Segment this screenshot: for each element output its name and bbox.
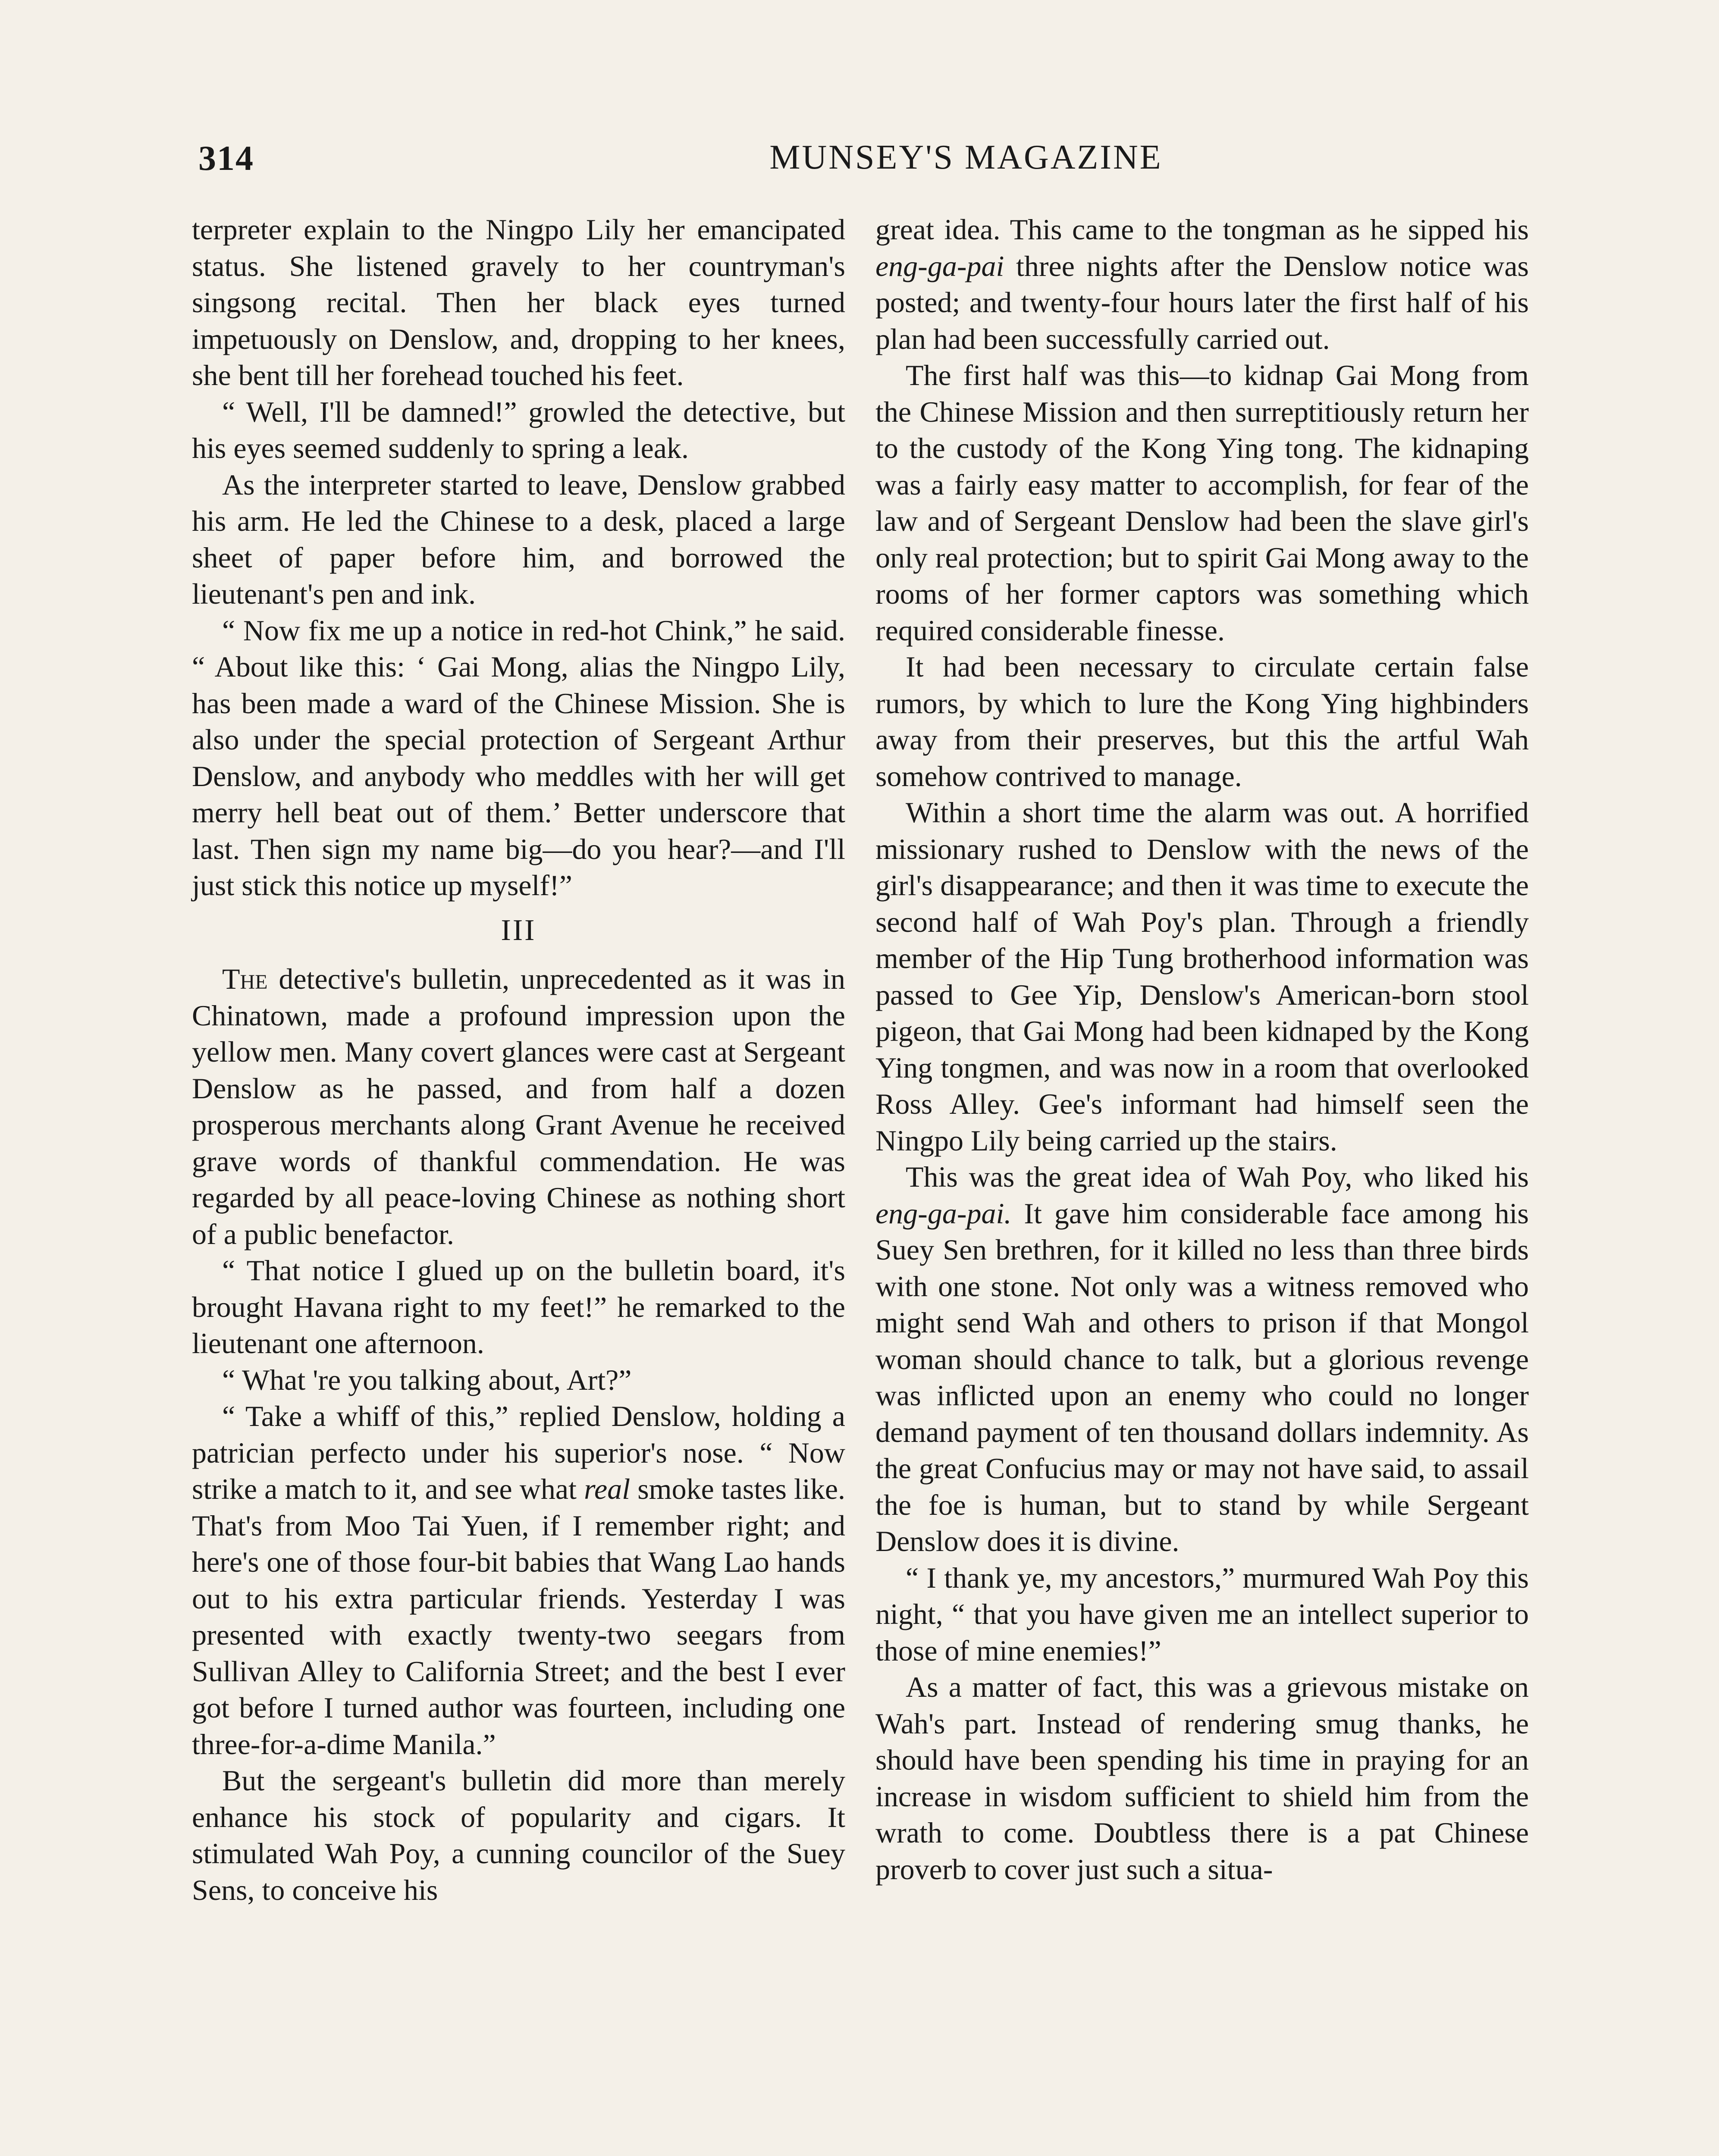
- right-column: [875, 211, 1529, 1887]
- section-heading: III: [501, 913, 536, 947]
- running-title: MUNSEY'S MAGAZINE: [769, 138, 1163, 176]
- emphasis: real: [584, 1473, 631, 1505]
- page-header: [198, 129, 1535, 190]
- paragraph: As the interpreter started to leave, Denslow grabbed his arm. He led the Chinese to a desk, placed a large sheet of paper before him, and borrowed the lieutenant's pen and ink.: [192, 468, 845, 610]
- emphasis: eng-ga-pai: [875, 249, 1004, 282]
- paragraph-text: great idea. This came to the tongman as he sipped his: [875, 213, 1529, 246]
- paragraph-text: It gave him considerable face among his Suey Sen brethren, for it killed no less than three birds with one stone. Not only was a witness removed who might send Wah and others to prison if that Mongol woman should chance to talk, but a glorious revenge was inflicted upon an enemy who could no longer demand payment of ten thousand dollars indemnity. As the great Confucius may or may not have said, to assail the foe is human, but to stand by while Sergeant Denslow does it is divine.: [875, 1197, 1529, 1557]
- emphasis: eng-ga-pai.: [875, 1197, 1012, 1230]
- paragraph: It had been necessary to circulate certain false rumors, by which to lure the Kong Ying highbinders away from their preserves, but this the artful Wah somehow contrived to manage.: [875, 650, 1529, 793]
- left-column: [192, 211, 845, 1908]
- page-number: 314: [198, 138, 254, 178]
- paragraph: [875, 211, 1529, 357]
- paragraph: As a matter of fact, this was a grievous mistake on Wah's part. Instead of rendering smug thanks, he should have been spending his time in praying for an increase in wisdom sufficient to shield him from the wrath to come. Doubtless there is a pat Chinese proverb to cover just such a situa-: [875, 1670, 1529, 1886]
- paragraph-text: smoke tastes like. That's from Moo Tai Yuen, if I remember right; and here's one of those four-bit babies that Wang Lao hands out to his extra particular friends. Yesterday I was presented with exactly twenty-two seegars from Sullivan Alley to California Street; and the best I ever got before I turned author was fourteen, including one three-for-a-dime Manila.”: [192, 1473, 845, 1761]
- paragraph: “ Well, I'll be damned!” growled the detective, but his eyes seemed suddenly to spring a leak.: [192, 395, 845, 464]
- paragraph: Within a short time the alarm was out. A horrified missionary rushed to Denslow with the news of the girl's disappearance; and then it was time to execute the second half of Wah Poy's plan. Through a friendly member of the Hip Tung brotherhood information was passed to Gee Yip, Denslow's American-born stool pigeon, that Gai Mong had been kidnaped by the Kong Ying tongmen, and was now in a room that overlooked Ross Alley. Gee's informant had himself seen the Ningpo Lily being carried up the stairs.: [875, 796, 1529, 1157]
- paragraph-text: three nights after the Denslow notice was posted; and twenty-four hours later the first half of his plan had been successfully carried out.: [875, 249, 1529, 355]
- paragraph: “ Now fix me up a notice in red-hot Chink,” he said. “ About like this: ‘ Gai Mong, alias the Ningpo Lily, has been made a ward of the Chinese Mission. She is also under the special protection of Sergeant Arthur Denslow, and anybody who meddles with her will get merry hell beat out of them.’ Better underscore that last. Then sign my name big—do you hear?—and I'll just stick this notice up myself!”: [192, 614, 845, 902]
- paragraph-text: “ Take a whiff of this,” replied Denslow, holding a patrician perfecto under his superior's nose. “ Now strike a match to it, and see what: [192, 1400, 845, 1505]
- paragraph: But the sergeant's bulletin did more than merely enhance his stock of popularity and cigars. It stimulated Wah Poy, a cunning councilor of the Suey Sens, to conceive his: [192, 1764, 845, 1906]
- paragraph: [875, 1159, 1529, 1560]
- paragraph: The first half was this—to kidnap Gai Mong from the Chinese Mission and then surreptitiously return her to the custody of the Kong Ying tong. The kidnaping was a fairly easy matter to accomplish, for fear of the law and of Sergeant Denslow had been the slave girl's only real protection; but to spirit Gai Mong away to the rooms of her former captors was something which required considerable finesse.: [875, 359, 1529, 647]
- lead-word: The: [222, 962, 268, 995]
- paragraph-text: detective's bulletin, unprecedented as it was in Chinatown, made a profound impression upon the yellow men. Many covert glances were cast at Sergeant Denslow as he passed, and from half a dozen prosperous merchants along Grant Avenue he received grave words of thankful commendation. He was regarded by all peace-loving Chinese as nothing short of a public benefactor.: [192, 962, 845, 1250]
- paragraph-text: This was the great idea of Wah Poy, who liked his: [906, 1160, 1529, 1193]
- paragraph: [192, 961, 845, 1252]
- paragraph: terpreter explain to the Ningpo Lily her emancipated status. She listened gravely to her countryman's singsong recital. Then her black eyes turned impetuously on Denslow, and, dropping to her knees, she bent till her forehead touched his feet.: [192, 213, 845, 392]
- paragraph: “ What 're you talking about, Art?”: [222, 1363, 632, 1396]
- paragraph: “ That notice I glued up on the bulletin board, it's brought Havana right to my feet!” he remarked to the lieutenant one afternoon.: [192, 1254, 845, 1360]
- paragraph: [192, 1398, 845, 1762]
- paragraph: “ I thank ye, my ancestors,” murmured Wah Poy this night, “ that you have given me an intellect superior to those of mine enemies!”: [875, 1561, 1529, 1667]
